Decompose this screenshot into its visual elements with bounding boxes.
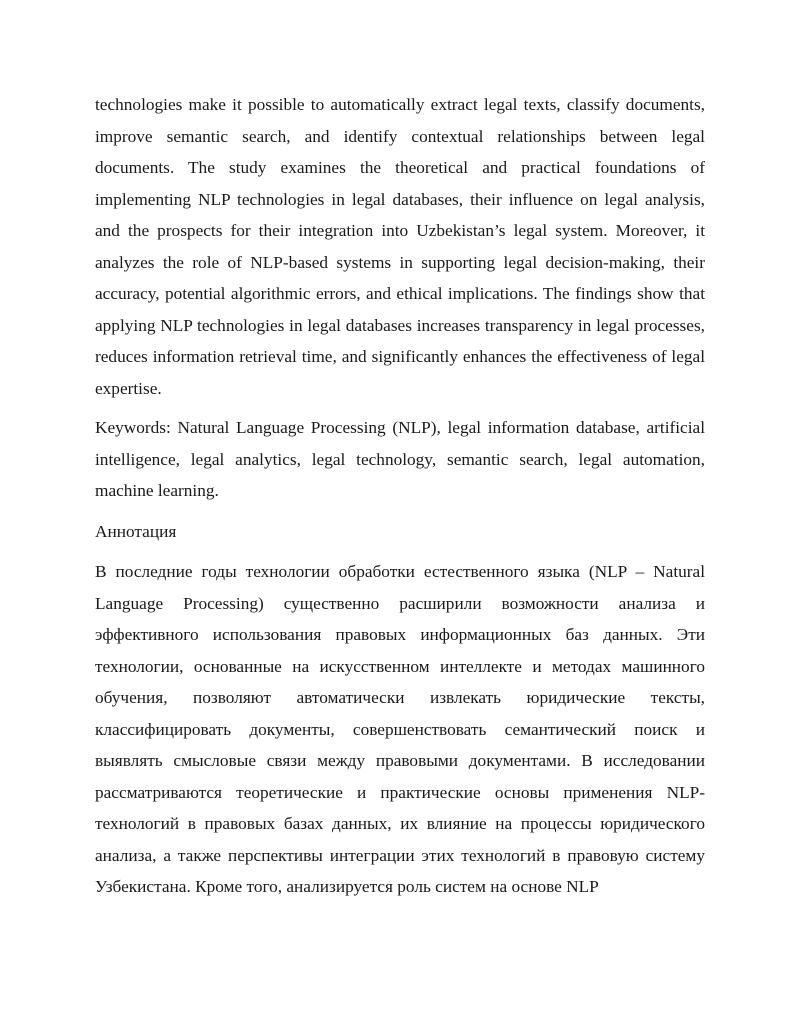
english-abstract-paragraph: technologies make it possible to automatically extract legal texts, classify documents, improve semantic search, and identify contextual relationships between legal documents. The study examines the theoretical and practical foundations of implementing NLP technologies in legal databases, their influence on legal analysis, and the prospects for their integration into Uzbekistan’s legal system. Moreover, it analyzes the role of NLP-based systems in supporting legal decision-making, their accuracy, potential algorithmic errors, and ethical implications. The findings show that applying NLP technologies in legal databases increases transparency in legal processes, reduces information retrieval time, and significantly enhances the effectiveness of legal expertise. — [95, 95, 705, 398]
russian-abstract-heading: Аннотация — [95, 521, 177, 541]
document-page — [95, 89, 705, 903]
russian-abstract-paragraph: В последние годы технологии обработки естественного языка (NLP – Natural Language Processing) существенно расширили возможности анализа и эффективного использования правовых информационных баз данных. Эти технологии, основанные на искусственном интеллекте и методах машинного обучения, позволяют автоматически извлекать юридические тексты, классифицировать документы, совершенствовать семантический поиск и выявлять смысловые связи между правовыми документами. В исследовании рассматриваются теоретические и практические основы применения NLP-технологий в правовых базах данных, их влияние на процессы юридического анализа, а также перспективы интеграции этих технологий в правовую систему Узбекистана. Кроме того, анализируется роль систем на основе NLP — [95, 562, 705, 896]
keywords-paragraph: Keywords: Natural Language Processing (NLP), legal information database, artificial intelligence, legal analytics, legal technology, semantic search, legal automation, machine learning. — [95, 418, 705, 500]
